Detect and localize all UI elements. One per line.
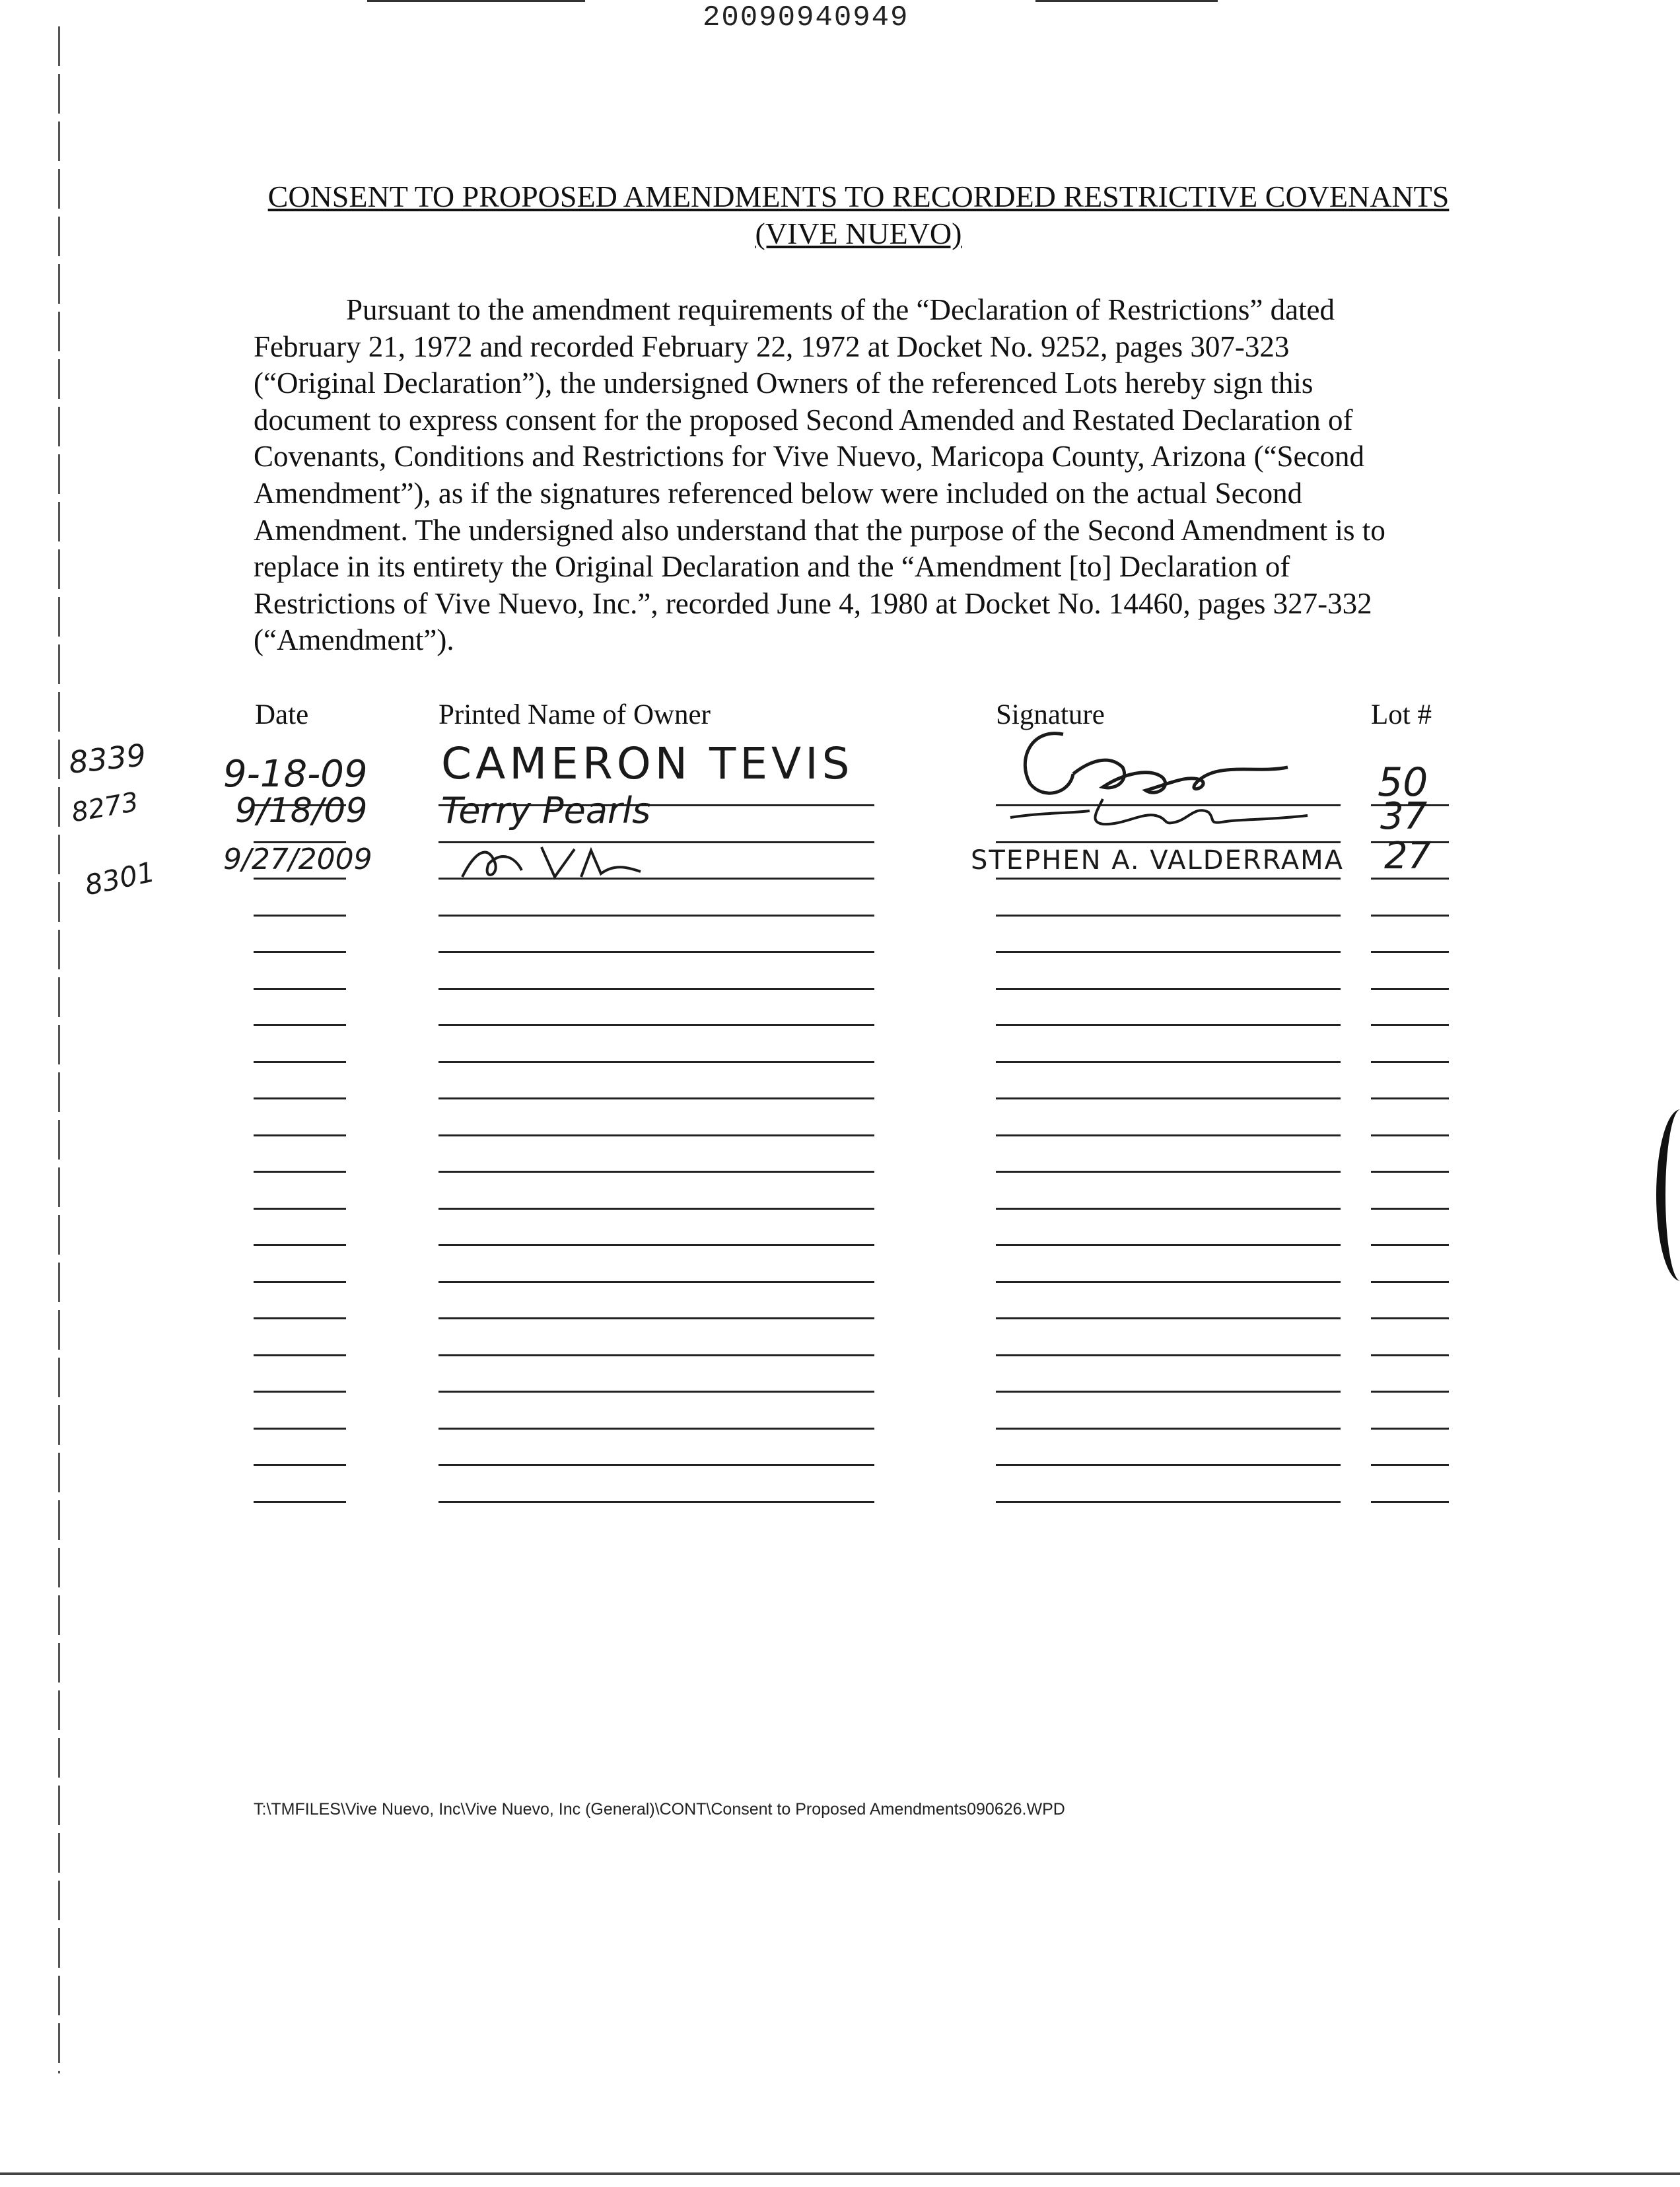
- consent-paragraph: [254, 292, 1442, 659]
- signature-line: [438, 915, 874, 917]
- entry-date: 9/18/09: [235, 791, 368, 831]
- signature-line: [996, 1354, 1341, 1356]
- signature-printed-text: STEPHEN A. VALDERRAMA: [971, 845, 1345, 876]
- signature-line: [1371, 1097, 1449, 1099]
- signature-line: [438, 1061, 874, 1063]
- signature-line: [1371, 915, 1449, 917]
- entry-lot: 27: [1384, 835, 1432, 878]
- paragraph-line: February 21, 1972 and recorded February 22, 1972 at Docket No. 9252, pages 307-323: [254, 330, 1290, 363]
- signature-line: [254, 1354, 346, 1356]
- signature-line: [996, 1317, 1341, 1319]
- signature-line: [996, 951, 1341, 953]
- signature-line: [1371, 951, 1449, 953]
- entry-date: 9-18-09: [223, 753, 368, 796]
- signature-image: [991, 786, 1360, 839]
- signature-line: [438, 1464, 874, 1466]
- signature-line: [438, 1134, 874, 1136]
- signature-line: [996, 841, 1341, 843]
- printed-name-scrawl: [449, 837, 674, 890]
- signature-line: [996, 1097, 1341, 1099]
- signature-line: [254, 1317, 346, 1319]
- paragraph-line: (“Amendment”).: [254, 623, 454, 657]
- signature-line: [1371, 878, 1449, 880]
- signature-line: [438, 1244, 874, 1246]
- signature-line: [254, 1464, 346, 1466]
- signature-line: [438, 1208, 874, 1210]
- entry-date: 9/27/2009: [223, 843, 372, 876]
- column-header-name: Printed Name of Owner: [438, 699, 711, 730]
- signature-line: [1371, 1354, 1449, 1356]
- entry-printed-name: CAMERON TEVIS: [441, 738, 854, 789]
- signature-line: [438, 1354, 874, 1356]
- file-path-footer: T:\TMFILES\Vive Nuevo, Inc\Vive Nuevo, Inc (General)\CONT\Consent to Proposed Amendments090626.WPD: [254, 1800, 1065, 1819]
- title-line-2: (VIVE NUEVO): [755, 217, 962, 250]
- signature-line: [996, 1171, 1341, 1173]
- signature-line: [996, 1061, 1341, 1063]
- signature-line: [254, 1134, 346, 1136]
- column-header-lot: Lot #: [1371, 699, 1432, 730]
- signature-line: [1371, 1024, 1449, 1026]
- entry-printed-name: Terry Pearls: [441, 790, 651, 831]
- signature-line: [438, 1097, 874, 1099]
- signature-line: [1371, 1317, 1449, 1319]
- signature-line: [1371, 1391, 1449, 1393]
- signature-line: [438, 1317, 874, 1319]
- signature-line: [1371, 1281, 1449, 1283]
- signature-line: [438, 1428, 874, 1430]
- paragraph-line: Restrictions of Vive Nuevo, Inc.”, recorded June 4, 1980 at Docket No. 14460, pages 327-332: [254, 586, 1372, 620]
- signature-line: [996, 1134, 1341, 1136]
- signature-line: [996, 988, 1341, 990]
- scan-margin-line: [58, 26, 60, 2073]
- signature-line: [1371, 1171, 1449, 1173]
- signature-line: [254, 951, 346, 953]
- signature-line: [1371, 1244, 1449, 1246]
- signature-line: [996, 878, 1341, 880]
- signature-line: [996, 1281, 1341, 1283]
- column-header-signature: Signature: [996, 699, 1105, 730]
- signature-line: [438, 1171, 874, 1173]
- scan-bottom-edge: [0, 2172, 1680, 2175]
- signature-line: [438, 1391, 874, 1393]
- signature-line: [254, 1501, 346, 1503]
- paragraph-line: (“Original Declaration”), the undersigned Owners of the referenced Lots hereby sign this: [254, 366, 1313, 400]
- signature-line: [1371, 1501, 1449, 1503]
- signature-line: [1371, 988, 1449, 990]
- signature-line: [1371, 1061, 1449, 1063]
- entry-lot: 50: [1378, 759, 1428, 806]
- signature-line: [254, 1428, 346, 1430]
- signature-line: [254, 988, 346, 990]
- top-rule-left: [367, 0, 585, 2]
- signature-line: [254, 1391, 346, 1393]
- signature-line: [254, 1208, 346, 1210]
- signature-line: [254, 915, 346, 917]
- signature-line: [996, 1244, 1341, 1246]
- signature-line: [1371, 1464, 1449, 1466]
- entry-lot: 37: [1380, 795, 1428, 838]
- scan-edge-mark: [1656, 1109, 1680, 1281]
- signature-line: [254, 878, 346, 880]
- signature-line: [438, 1024, 874, 1026]
- paragraph-line: Pursuant to the amendment requirements of the “Declaration of Restrictions” dated: [346, 293, 1335, 326]
- margin-note: 8301: [82, 855, 158, 902]
- signature-line: [254, 1024, 346, 1026]
- signature-line: [996, 1428, 1341, 1430]
- signature-line: [254, 1281, 346, 1283]
- signature-line: [996, 1501, 1341, 1503]
- signature-line: [996, 1024, 1341, 1026]
- signature-line: [996, 1391, 1341, 1393]
- top-rule-right: [1035, 0, 1218, 2]
- signature-line: [996, 1208, 1341, 1210]
- signature-line: [996, 915, 1341, 917]
- margin-note: 8339: [67, 737, 148, 781]
- title-line-1: CONSENT TO PROPOSED AMENDMENTS TO RECORDED RESTRICTIVE COVENANTS: [267, 180, 1450, 213]
- signature-line: [438, 988, 874, 990]
- signature-line: [254, 1061, 346, 1063]
- signature-line: [254, 1244, 346, 1246]
- margin-note: 8273: [69, 786, 141, 829]
- paragraph-line: document to express consent for the proposed Second Amended and Restated Declaration of: [254, 403, 1353, 436]
- signature-line: [996, 1464, 1341, 1466]
- paragraph-line: Amendment. The undersigned also understand that the purpose of the Second Amendment is to: [254, 513, 1385, 547]
- signature-line: [1371, 1134, 1449, 1136]
- signature-line: [254, 1171, 346, 1173]
- signature-line: [438, 951, 874, 953]
- recording-number: 20090940949: [703, 1, 909, 34]
- paragraph-line: replace in its entirety the Original Declaration and the “Amendment [to] Declaration of: [254, 550, 1290, 584]
- column-header-date: Date: [255, 699, 309, 730]
- signature-line: [438, 1501, 874, 1503]
- signature-line: [1371, 1208, 1449, 1210]
- signature-line: [1371, 1428, 1449, 1430]
- paragraph-line: Amendment”), as if the signatures referenced below were included on the actual Second: [254, 476, 1303, 510]
- signature-line: [254, 1097, 346, 1099]
- document-title: [251, 178, 1466, 252]
- signature-line: [438, 1281, 874, 1283]
- paragraph-line: Covenants, Conditions and Restrictions for Vive Nuevo, Maricopa County, Arizona (“Second: [254, 440, 1365, 473]
